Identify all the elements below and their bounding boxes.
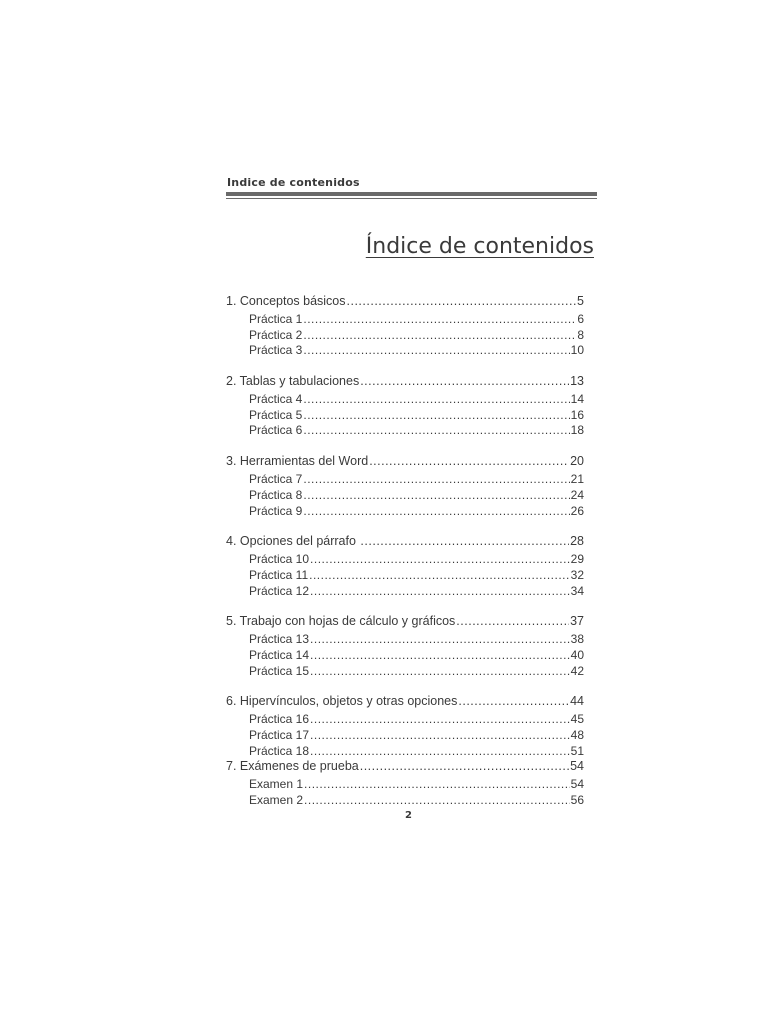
toc-subentry-label: Práctica 5 [249,407,303,422]
toc-subentry-label: Práctica 18 [249,743,310,758]
toc-leader-dots [303,408,569,422]
page-title: Índice de contenidos [365,234,594,259]
running-header: Indice de contenidos [227,176,360,189]
toc-subentry[interactable] [226,504,584,520]
toc-subentry[interactable] [226,392,584,408]
toc-leader-dots [309,568,570,582]
toc-subentry[interactable] [226,408,584,424]
toc-subentry[interactable] [226,793,584,809]
toc-subentry[interactable] [226,777,584,793]
toc-leader-dots [303,504,569,518]
toc-subentry[interactable] [226,728,584,744]
toc-subentry[interactable] [226,584,584,600]
toc-subentry[interactable] [226,343,584,359]
toc-leader-dots [304,793,570,807]
toc-subentry-page: 32 [570,567,584,582]
toc-subentry-label: Práctica 1 [249,312,303,326]
toc-subentry-page: 26 [570,503,584,518]
toc-subentry-label: Práctica 4 [249,392,303,407]
toc-subentry[interactable] [226,664,584,680]
toc-leader-dots [360,759,569,773]
toc-subentry-page: 29 [570,552,584,567]
toc-subentry-page: 34 [570,583,584,598]
toc-subentry-page: 54 [570,777,584,792]
table-of-contents [226,294,584,809]
toc-subentry-label: Práctica 16 [249,712,310,727]
toc-section-page: 44 [570,694,584,709]
toc-subentry[interactable] [226,632,584,648]
toc-subentry-label: Práctica 8 [249,487,303,502]
toc-subentry-page: 51 [570,743,584,758]
toc-leader-dots [303,488,569,502]
header-rule-thin [226,198,597,199]
toc-subentry-label: Práctica 6 [249,423,303,438]
toc-leader-dots [303,312,576,326]
toc-leader-dots [310,632,570,646]
toc-subentry[interactable] [226,712,584,728]
toc-section-label: 7. Exámenes de prueba [226,759,359,774]
page-number: 2 [405,810,412,821]
toc-subentry-page: 14 [570,392,584,407]
toc-section-entry[interactable] [226,294,584,312]
toc-section-page: 28 [570,534,584,549]
section-spacer [226,359,584,374]
toc-section-entry[interactable] [226,374,584,392]
toc-subentry-page: 21 [570,472,584,487]
toc-leader-dots [310,648,570,662]
toc-leader-dots [347,294,577,308]
header-rule-thick [226,192,597,196]
toc-leader-dots [456,614,569,628]
toc-leader-dots [303,472,569,486]
toc-subentry-label: Examen 2 [249,793,304,808]
toc-subentry[interactable] [226,568,584,584]
toc-subentry-label: Práctica 3 [249,343,303,358]
toc-subentry-label: Examen 1 [249,777,304,792]
toc-subentry-page: 40 [570,647,584,662]
toc-subentry-label: Práctica 2 [249,327,303,342]
toc-leader-dots [360,374,569,388]
toc-leader-dots [303,343,569,357]
toc-subentry-label: Práctica 15 [249,663,310,678]
toc-leader-dots [310,552,570,566]
toc-subentry-label: Práctica 13 [249,632,310,647]
toc-section-label: 3. Herramientas del Word [226,454,369,469]
toc-section-entry[interactable] [226,694,584,712]
toc-section-entry[interactable] [226,614,584,632]
toc-subentry[interactable] [226,488,584,504]
toc-subentry-label: Práctica 7 [249,472,303,487]
toc-section-page: 13 [570,374,584,389]
toc-subentry-page: 42 [570,663,584,678]
toc-leader-dots [303,423,569,437]
toc-section-page: 5 [577,294,584,308]
toc-subentry-page: 48 [570,728,584,742]
toc-subentry[interactable] [226,312,584,328]
toc-section-entry[interactable] [226,534,584,552]
toc-subentry-page: 8 [577,327,584,342]
toc-subentry-page: 18 [570,423,584,438]
toc-subentry-page: 56 [570,793,584,808]
toc-subentry-label: Práctica 14 [249,647,310,662]
toc-section-label: 1. Conceptos básicos [226,294,346,308]
toc-subentry-label: Práctica 11 [249,567,309,582]
toc-subentry-label: Práctica 12 [249,583,310,598]
section-spacer [226,439,584,454]
toc-subentry-label: Práctica 10 [249,552,310,567]
section-spacer [226,519,584,534]
toc-subentry[interactable] [226,744,584,760]
toc-section-label: 2. Tablas y tabulaciones [226,374,360,389]
section-spacer [226,679,584,694]
toc-leader-dots [303,392,569,406]
toc-leader-dots [310,664,570,678]
toc-leader-dots [360,534,569,548]
toc-section-entry[interactable] [226,454,584,472]
toc-subentry-label: Práctica 9 [249,503,303,518]
toc-leader-dots [458,694,569,708]
toc-subentry-page: 24 [570,487,584,502]
toc-leader-dots [303,328,576,342]
toc-leader-dots [310,744,570,758]
toc-section-page: 20 [570,454,584,469]
toc-section-page: 54 [570,759,584,774]
toc-section-label: 5. Trabajo con hojas de cálculo y gráficos [226,614,456,629]
toc-subentry-page: 6 [577,312,584,326]
toc-leader-dots [310,728,570,742]
toc-section-entry[interactable] [226,759,584,777]
toc-subentry[interactable] [226,648,584,664]
toc-subentry[interactable] [226,472,584,488]
toc-subentry-label: Práctica 17 [249,728,310,742]
toc-subentry-page: 16 [570,407,584,422]
toc-subentry[interactable] [226,423,584,439]
section-spacer [226,599,584,614]
toc-section-label: 4. Opciones del párrafo [226,534,360,549]
toc-leader-dots [310,712,570,726]
toc-leader-dots [310,584,570,598]
toc-leader-dots [369,454,569,468]
toc-section-page: 37 [570,614,584,629]
toc-subentry-page: 10 [570,343,584,358]
toc-section-label: 6. Hipervínculos, objetos y otras opciones [226,694,458,709]
toc-leader-dots [304,777,570,791]
toc-subentry[interactable] [226,552,584,568]
toc-subentry[interactable] [226,328,584,344]
toc-subentry-page: 45 [570,712,584,727]
toc-subentry-page: 38 [570,632,584,647]
